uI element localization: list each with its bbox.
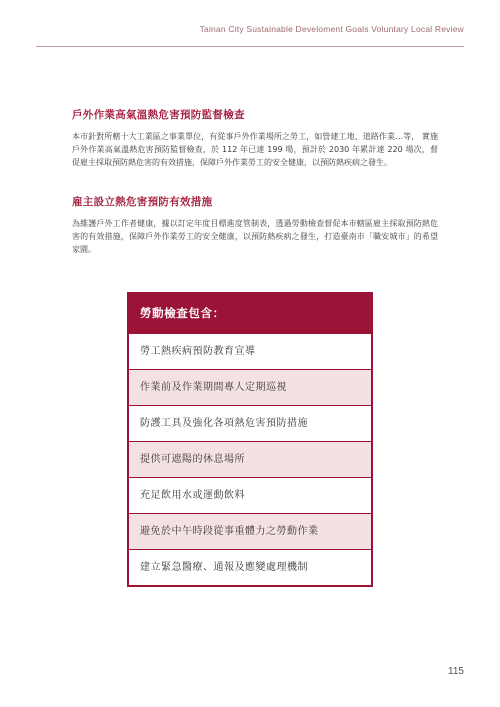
labor-inspection-box: [127, 292, 373, 587]
running-header-title: Tainan City Sustainable Develoment Goals Voluntary Local Review: [199, 24, 464, 34]
box-list-item: 建立緊急醫療、通報及應變處理機制: [129, 549, 371, 585]
box-list-item: 提供可遮陽的休息場所: [129, 441, 371, 477]
box-list-item: 勞工熱疾病預防教育宣導: [129, 333, 371, 369]
section-heat-hazard-inspection: [72, 107, 438, 170]
page-number: 115: [448, 666, 464, 677]
box-list-item: 作業前及作業期間專人定期巡視: [129, 369, 371, 405]
section-heading: 雇主設立熱危害預防有效措施: [72, 196, 213, 208]
section-body: 為維護戶外工作者健康，據以訂定年度目標進度管制表，透過勞動檢查督促本市轄區雇主採取預防熱危害的有效措施，保障戶外作業勞工的安全健康，以預防熱疾病之發生，打造臺南市「職安城市」的希望家園。: [72, 219, 438, 255]
section-body: 本市針對所轄十大工業區之事業單位，有從事戶外作業場所之勞工，如營建工地、道路作業…等， 實施戶外作業高氣溫熱危害預防監督檢查，於 112 年已達 199 場，預計於 2030 年累計達 220 場次，督促雇主採取預防熱危害的有效措施，保障戶外作業勞工的安全健康，以預防熱疾病之發生。: [72, 132, 438, 168]
section-employer-measures: [72, 194, 438, 257]
box-list-item: 防護工具及強化各項熱危害預防措施: [129, 405, 371, 441]
box-list-item: 避免於中午時段從事重體力之勞動作業: [129, 513, 371, 549]
section-heading: 戶外作業高氣溫熱危害預防監督檢查: [72, 109, 245, 121]
box-title: 勞動檢查包含：: [129, 294, 371, 333]
box-list-item: 充足飲用水或運動飲料: [129, 477, 371, 513]
header-divider: [36, 46, 464, 47]
